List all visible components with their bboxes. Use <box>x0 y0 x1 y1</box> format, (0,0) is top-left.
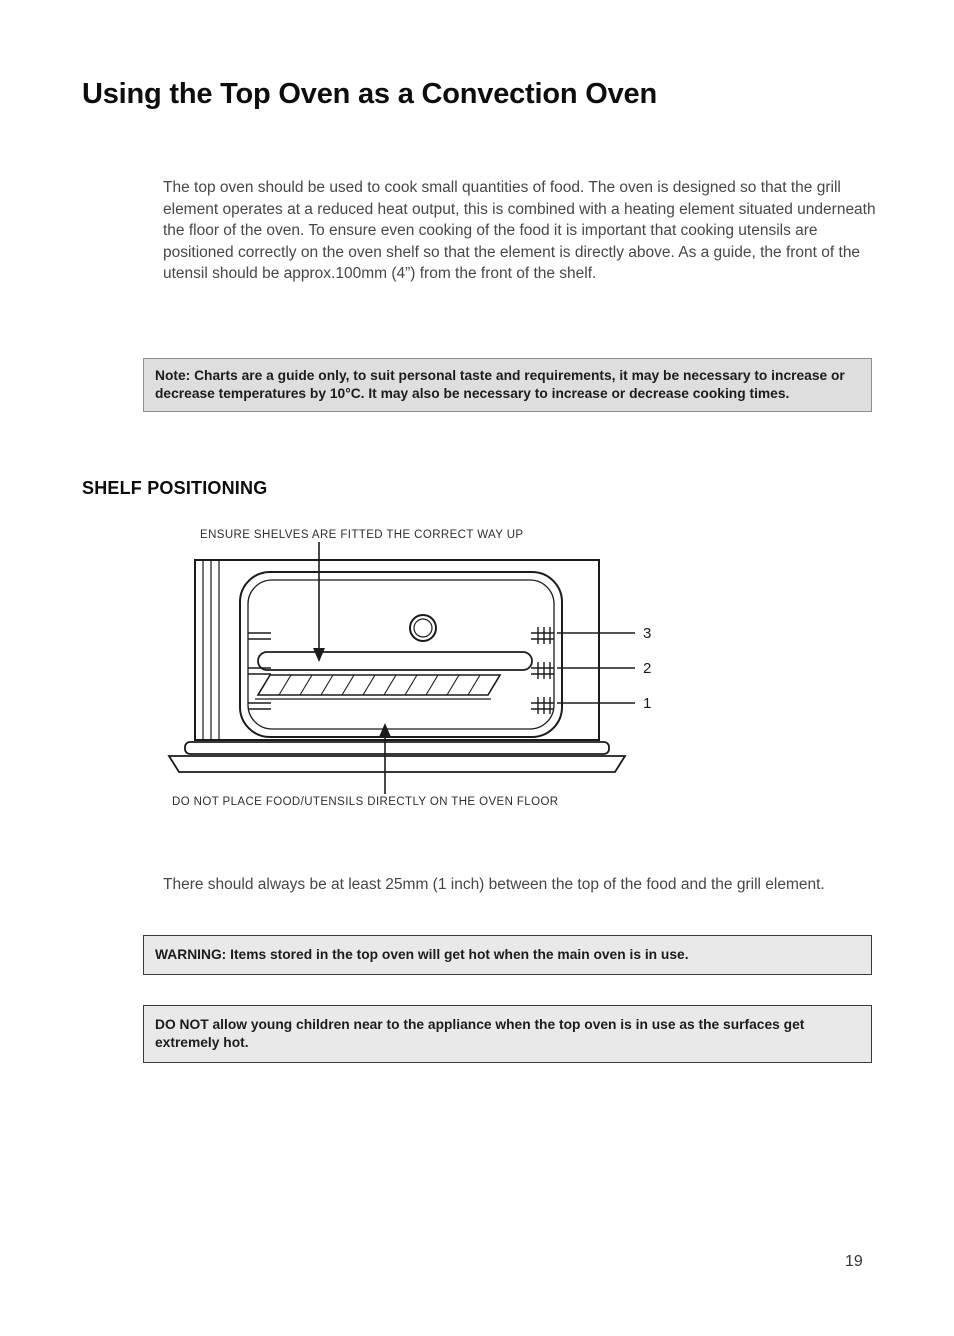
oven-cavity <box>240 572 562 737</box>
oven-shelf <box>255 652 532 699</box>
floor-arrow <box>379 723 391 794</box>
right-shelf-rails <box>531 627 554 714</box>
section-heading-shelf-positioning: SHELF POSITIONING <box>82 478 268 498</box>
shelf-level-label-2: 2 <box>643 660 652 677</box>
page-number: 19 <box>845 1253 863 1270</box>
intro-paragraph: The top oven should be used to cook small quantities of food. The oven is designed so that the grill element operates at a reduced heat output, this is combined with a heating element situated underneath the floor of the oven. To ensure even cooking of the food it is important that cooking utensils are positioned correctly on the oven shelf so that the element is directly above. As a guide, the front of the utensil should be approx.100mm (4”) from the front of the shelf. <box>163 179 876 282</box>
diagram-top-caption: ENSURE SHELVES ARE FITTED THE CORRECT WAY UP <box>200 529 524 541</box>
diagram-bottom-caption: DO NOT PLACE FOOD/UTENSILS DIRECTLY ON THE OVEN FLOOR <box>172 796 559 808</box>
shelf-level-label-3: 3 <box>643 625 652 642</box>
level-leader-lines <box>557 633 635 703</box>
fan-circle <box>410 615 436 641</box>
shelf-level-label-1: 1 <box>643 695 652 712</box>
warning-box-children: DO NOT allow young children near to the appliance when the top oven is in use as the surfaces get extremely hot. <box>143 1005 872 1063</box>
note-box: Note: Charts are a guide only, to suit personal taste and requirements, it may be necessary to increase or decrease temperatures by 10°C. It may also be necessary to increase or decrease cooking times. <box>143 358 872 412</box>
page-title: Using the Top Oven as a Convection Oven <box>82 78 657 110</box>
oven-base <box>169 742 625 772</box>
oven-diagram <box>167 532 667 802</box>
clearance-paragraph: There should always be at least 25mm (1 inch) between the top of the food and the grill element. <box>163 876 825 893</box>
warning-box-storage: WARNING: Items stored in the top oven will get hot when the main oven is in use. <box>143 935 872 975</box>
left-shelf-rails <box>248 633 271 709</box>
